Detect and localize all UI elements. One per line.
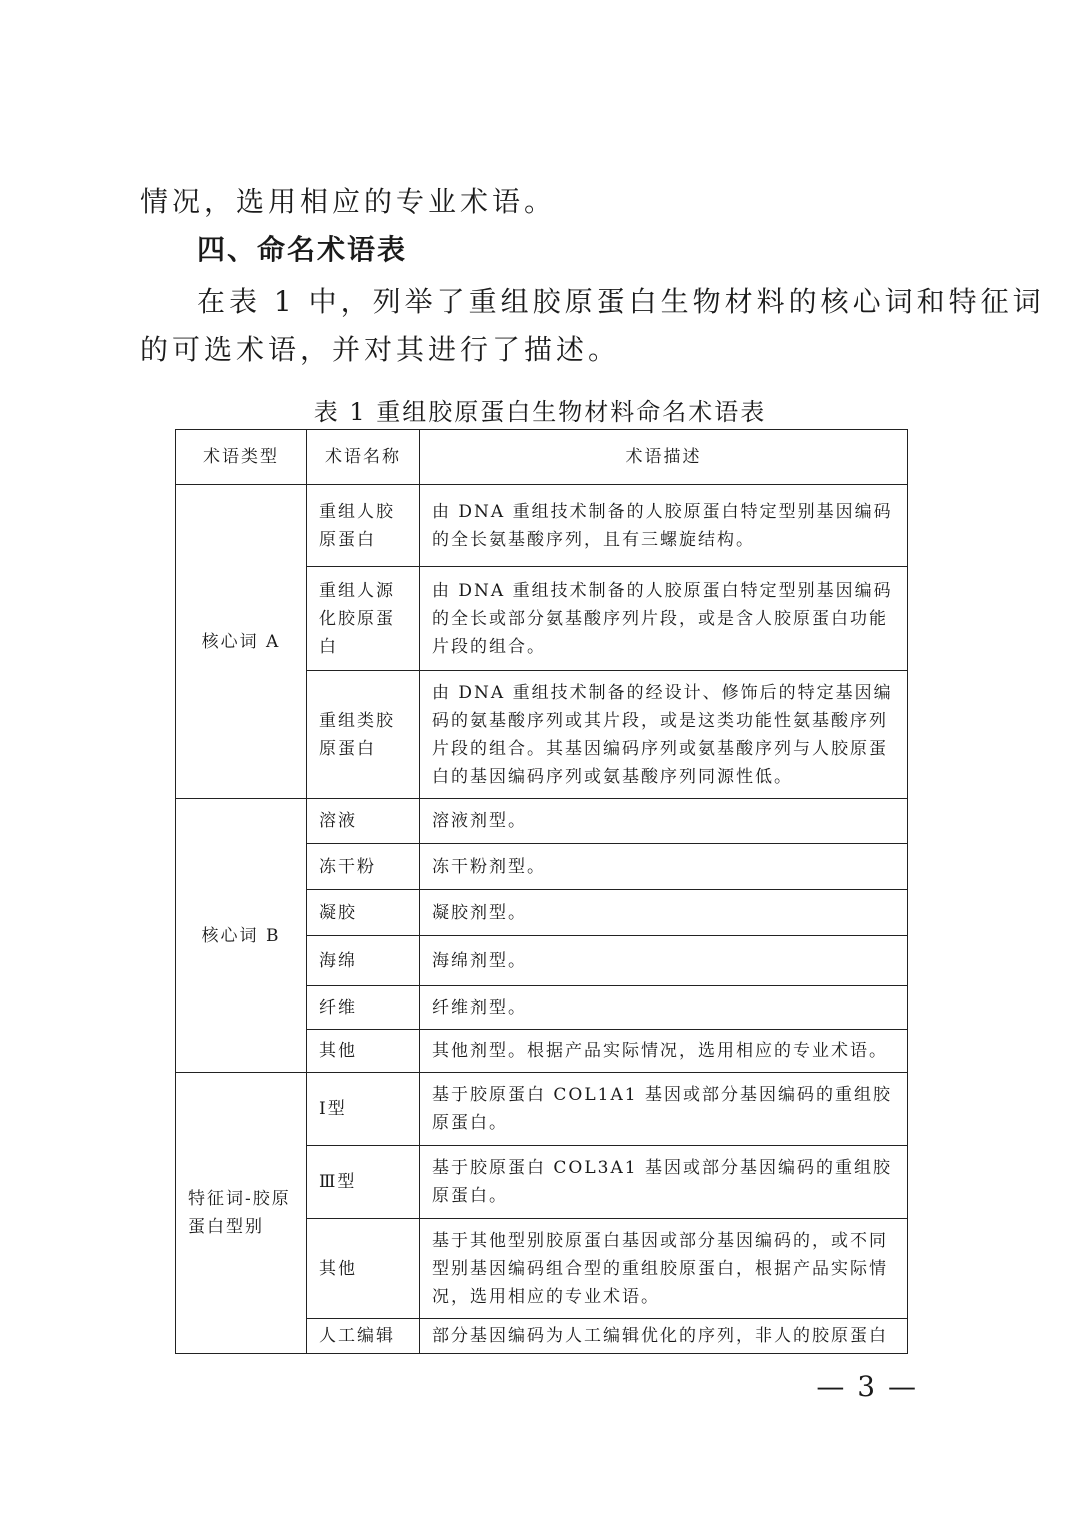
term-description-cell: 由 DNA 重组技术制备的人胶原蛋白特定型别基因编码的全长或部分氨基酸序列片段，或是含人胶原蛋白功能片段的组合。	[420, 567, 908, 671]
term-description-cell: 由 DNA 重组技术制备的人胶原蛋白特定型别基因编码的全长氨基酸序列，且有三螺旋结构。	[420, 485, 908, 567]
table-header-row	[176, 430, 908, 485]
term-name-cell: 其他	[307, 1219, 420, 1319]
term-name-cell: Ⅰ型	[307, 1073, 420, 1146]
term-name-cell: 凝胶	[307, 890, 420, 936]
term-description-cell: 由 DNA 重组技术制备的经设计、修饰后的特定基因编码的氨基酸序列或其片段，或是这类功能性氨基酸序列片段的组合。其基因编码序列或氨基酸序列与人胶原蛋白的基因编码序列或氨基酸序列同源性低。	[420, 671, 908, 799]
header-term-type: 术语类型	[176, 430, 307, 485]
term-description-cell: 其他剂型。根据产品实际情况，选用相应的专业术语。	[420, 1030, 908, 1073]
term-name-cell: 海绵	[307, 936, 420, 986]
term-name-cell: 重组人源化胶原蛋白	[307, 567, 420, 671]
page-number: — 3 —	[816, 1370, 918, 1403]
section-paragraph-line-2: 的可选术语，并对其进行了描述。	[140, 333, 621, 366]
term-description-cell: 基于其他型别胶原蛋白基因或部分基因编码的，或不同型别基因编码组合型的重组胶原蛋白，根据产品实际情况，选用相应的专业术语。	[420, 1219, 908, 1319]
term-description-cell: 海绵剂型。	[420, 936, 908, 986]
term-name-cell: 重组类胶原蛋白	[307, 671, 420, 799]
table-row	[176, 799, 908, 844]
table-caption: 表 1 重组胶原蛋白生物材料命名术语表	[313, 398, 767, 426]
term-description-cell: 基于胶原蛋白 COL3A1 基因或部分基因编码的重组胶原蛋白。	[420, 1146, 908, 1219]
term-type-cell: 核心词 B	[176, 799, 307, 1073]
term-description-cell: 部分基因编码为人工编辑优化的序列，非人的胶原蛋白	[420, 1319, 908, 1354]
term-type-cell: 特征词-胶原蛋白型别	[176, 1073, 307, 1354]
intro-line: 情况，选用相应的专业术语。	[140, 185, 557, 218]
term-name-cell: 溶液	[307, 799, 420, 844]
term-type-cell: 核心词 A	[176, 485, 307, 799]
term-name-cell: 人工编辑	[307, 1319, 420, 1354]
term-name-cell: 重组人胶原蛋白	[307, 485, 420, 567]
term-description-cell: 凝胶剂型。	[420, 890, 908, 936]
section-paragraph-line-1: 在表 1 中，列举了重组胶原蛋白生物材料的核心词和特征词	[197, 285, 1045, 318]
term-description-cell: 溶液剂型。	[420, 799, 908, 844]
table-row	[176, 485, 908, 567]
term-name-cell: 冻干粉	[307, 844, 420, 890]
table-row	[176, 1073, 908, 1146]
term-description-cell: 纤维剂型。	[420, 986, 908, 1030]
term-description-cell: 基于胶原蛋白 COL1A1 基因或部分基因编码的重组胶原蛋白。	[420, 1073, 908, 1146]
term-name-cell: 其他	[307, 1030, 420, 1073]
section-heading: 四、命名术语表	[197, 233, 408, 266]
term-name-cell: Ⅲ型	[307, 1146, 420, 1219]
term-description-cell: 冻干粉剂型。	[420, 844, 908, 890]
header-term-name: 术语名称	[307, 430, 420, 485]
header-term-description: 术语描述	[420, 430, 908, 485]
term-name-cell: 纤维	[307, 986, 420, 1030]
terms-table	[175, 429, 908, 1354]
